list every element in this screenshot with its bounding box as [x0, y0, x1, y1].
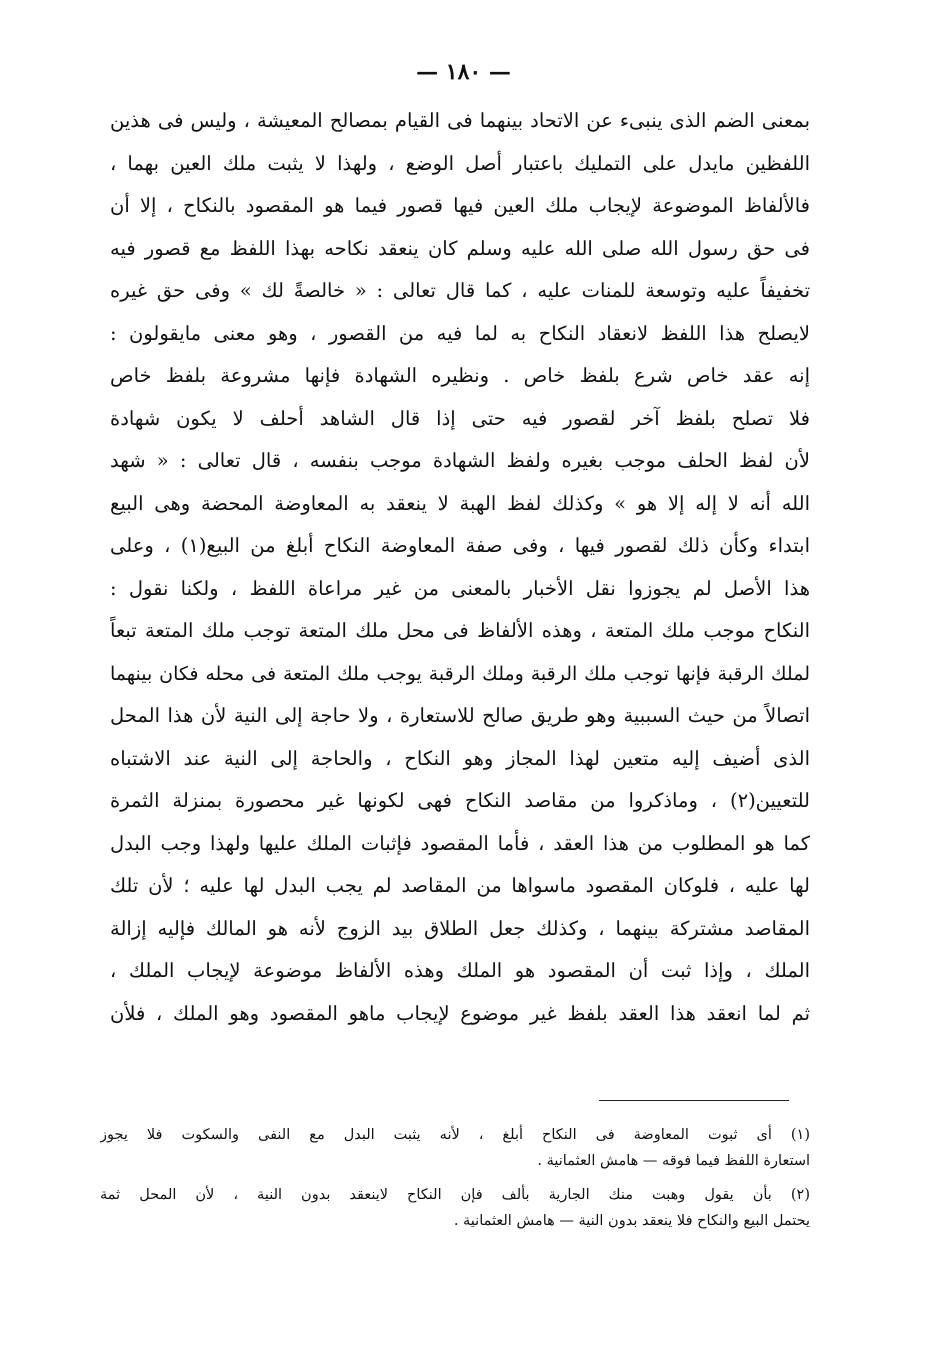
footnotes [100, 1122, 810, 1234]
body-line: فالألفاظ الموضوعة لإيجاب ملك العين فيها قصور فيما هو المقصود بالنكاح ، إلا أن [110, 194, 810, 217]
body-line: الملك ، وإذا ثبت أن المقصود هو الملك وهذه الألفاظ موضوعة لإيجاب الملك ، [110, 959, 810, 982]
body-line: لها عليه ، فلوكان المقصود ماسواها من المقاصد لم يجب البدل لها عليه ؛ لأن تلك [110, 874, 810, 897]
body-line: اتصالاً من حيث السببية وهو طريق صالح للاستعارة ، ولا حاجة إلى النية لأن هذا المحل [110, 704, 810, 727]
body-line: الذى أضيف إليه متعين لهذا المجاز وهو النكاح ، والحاجة إلى النية عند الاشتباه [110, 746, 810, 770]
body-line: لأن لفظ الحلف موجب بغيره ولفظ الشهادة موجب بنفسه ، قال تعالى : « شهد [110, 449, 810, 472]
body-line: اللفظين مايدل على التمليك باعتبار أصل الوضع ، ولهذا لا يثبت ملك العين بهما ، [110, 151, 810, 175]
body-line: إنه عقد خاص شرع بلفظ خاص . ونظيره الشهادة فإنها مشروعة بلفظ خاص [110, 364, 810, 387]
page-number: — ١٨٠ — [416, 59, 511, 85]
footnote-2-line: (٢) بأن يقول وهبت منك الجارية بألف فإن النكاح لاينعقد بدون النية ، لأن المحل ثمة [100, 1187, 810, 1203]
footnote-1-line: استعارة اللفظ فيما فوقه — هامش العثمانية . [537, 1153, 810, 1169]
body-line: لملك الرقبة فإنها توجب ملك الرقبة وملك الرقبة يوجب ملك المتعة فى محله فكان بينهما [110, 662, 810, 685]
footnote-1-line: (١) أى ثبوت المعاوضة فى النكاح أبلغ ، لأنه يثبت البدل مع النفى والسكوت فلا يجوز [100, 1127, 810, 1143]
body-line: هذا الأصل لم يجوزوا نقل الأخبار بالمعنى من غير مراعاة اللفظ ، ولكنا نقول : [110, 576, 810, 600]
body-line: الله أنه لا إله إلا هو » وكذلك لفظ الهبة لا ينعقد به المعاوضة المحضة وهى البيع [110, 491, 810, 515]
body-line: لايصلح هذا اللفظ لانعقاد النكاح به لما فيه من القصور ، وهو معنى مايقولون : [110, 321, 810, 345]
body-line: ابتداء وكأن ذلك لقصور فيها ، وفى صفة المعاوضة النكاح أبلغ من البيع(١) ، وعلى [110, 534, 810, 557]
body-line: بمعنى الضم الذى ينبىء عن الاتحاد بينهما فى القيام بمصالح المعيشة ، وليس فى هذين [110, 109, 810, 132]
main-text-body [110, 100, 810, 1035]
footnote-separator [599, 1100, 789, 1101]
body-line: كما هو المطلوب من هذا العقد ، فأما المقصود فإثبات الملك عليها ولهذا وجب البدل [110, 831, 810, 855]
body-line: المقاصد مشتركة بينهما ، وكذلك جعل الطلاق بيد الزوج لأنه هو المالك فإليه إزالة [110, 916, 810, 940]
body-line: تخفيفاً عليه وتوسعة للمنات عليه ، كما قال تعالى : « خالصةً لك » وفى حق غيره [110, 279, 810, 302]
body-line: النكاح موجب ملك المتعة ، وهذه الألفاظ فى محل ملك المتعة توجب ملك المتعة تبعاً [110, 619, 810, 642]
body-line: للتعيين(٢) ، وماذكروا من مقاصد النكاح فهى لكونها غير محصورة بمنزلة الثمرة [110, 789, 810, 812]
body-line: فلا تصلح بلفظ آخر لقصور فيه حتى إذا قال الشاهد أحلف لا يكون شهادة [110, 406, 810, 430]
body-line: فى حق رسول الله صلى الله عليه وسلم كان ينعقد نكاحه بهذا اللفظ مع قصور فيه [110, 236, 810, 260]
body-line: ثم لما انعقد هذا العقد بلفظ غير موضوع لإيجاب ماهو المقصود وهو الملك ، فلأن [110, 1001, 810, 1025]
footnote-2-line: يحتمل البيع والنكاح فلا ينعقد بدون النية — هامش العثمانية . [453, 1213, 810, 1229]
